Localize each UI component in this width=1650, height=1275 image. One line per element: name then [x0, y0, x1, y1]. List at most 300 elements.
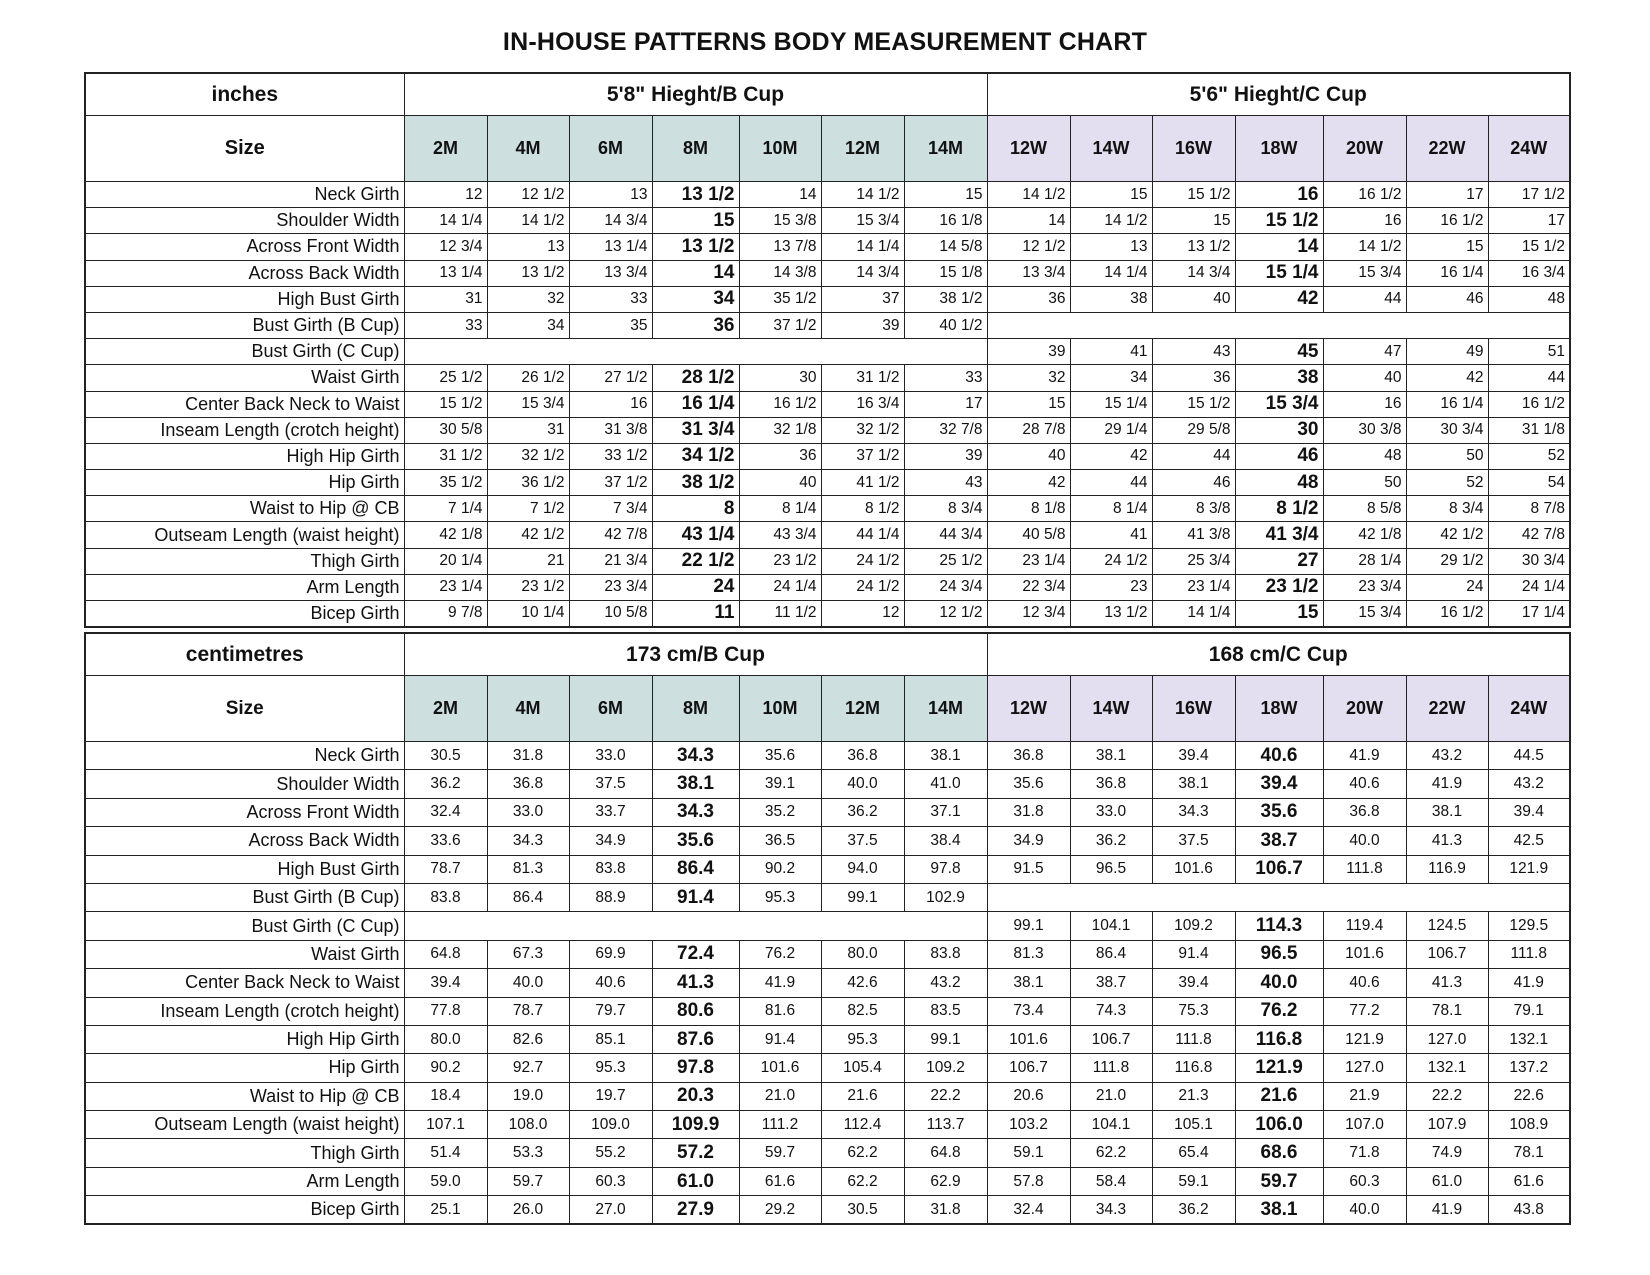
table-row — [85, 855, 1570, 883]
table-row — [85, 940, 1570, 968]
value-cell: 83.8 — [404, 883, 487, 911]
size-header: 8M — [652, 676, 739, 742]
value-cell: 91.4 — [1152, 940, 1235, 968]
value-cell: 74.9 — [1406, 1139, 1488, 1167]
value-cell: 39.4 — [1152, 969, 1235, 997]
value-cell: 80.0 — [404, 1025, 487, 1053]
value-cell: 101.6 — [739, 1054, 821, 1082]
value-cell: 109.2 — [1152, 912, 1235, 940]
table-row — [85, 770, 1570, 798]
value-cell: 36.8 — [987, 742, 1070, 770]
value-cell: 14 3/4 — [821, 260, 904, 286]
value-cell: 127.0 — [1323, 1054, 1406, 1082]
value-cell: 14 — [1235, 234, 1323, 260]
value-cell: 13 3/4 — [569, 260, 652, 286]
value-cell: 111.8 — [1488, 940, 1570, 968]
value-cell: 29.2 — [739, 1196, 821, 1224]
value-cell: 34.9 — [569, 827, 652, 855]
value-cell: 31 1/8 — [1488, 417, 1570, 443]
value-cell: 30.5 — [404, 742, 487, 770]
value-cell: 16 3/4 — [1488, 260, 1570, 286]
size-header: 10M — [739, 116, 821, 182]
size-header: 12M — [821, 116, 904, 182]
value-cell: 13 7/8 — [739, 234, 821, 260]
value-cell: 87.6 — [652, 1025, 739, 1053]
table-row — [85, 827, 1570, 855]
value-cell: 33.6 — [404, 827, 487, 855]
value-cell: 49 — [1406, 339, 1488, 365]
value-cell: 116.8 — [1152, 1054, 1235, 1082]
value-cell: 23 1/2 — [487, 574, 569, 600]
value-cell: 25 1/2 — [904, 548, 987, 574]
value-cell: 65.4 — [1152, 1139, 1235, 1167]
value-cell: 64.8 — [904, 1139, 987, 1167]
size-header: 20W — [1323, 676, 1406, 742]
value-cell: 91.4 — [652, 883, 739, 911]
value-cell: 109.2 — [904, 1054, 987, 1082]
row-label: Bust Girth (B Cup) — [85, 883, 404, 911]
value-cell: 83.5 — [904, 997, 987, 1025]
value-cell: 25.1 — [404, 1196, 487, 1224]
value-cell: 14 3/8 — [739, 260, 821, 286]
value-cell: 31.8 — [987, 798, 1070, 826]
value-cell: 62.9 — [904, 1167, 987, 1195]
value-cell: 46 — [1235, 443, 1323, 469]
value-cell: 46 — [1406, 286, 1488, 312]
value-cell: 48 — [1488, 286, 1570, 312]
value-cell: 38 1/2 — [652, 470, 739, 496]
row-label: Inseam Length (crotch height) — [85, 417, 404, 443]
value-cell: 58.4 — [1070, 1167, 1152, 1195]
value-cell: 34 — [487, 312, 569, 338]
size-header: 20W — [1323, 116, 1406, 182]
value-cell: 17 — [1406, 182, 1488, 208]
size-header: 2M — [404, 676, 487, 742]
value-cell: 42 1/8 — [1323, 522, 1406, 548]
value-cell: 91.5 — [987, 855, 1070, 883]
value-cell: 108.0 — [487, 1111, 569, 1139]
value-cell: 61.6 — [739, 1167, 821, 1195]
value-cell: 36 — [987, 286, 1070, 312]
value-cell: 105.4 — [821, 1054, 904, 1082]
row-label: Thigh Girth — [85, 1139, 404, 1167]
value-cell: 91.4 — [739, 1025, 821, 1053]
row-label: Across Front Width — [85, 234, 404, 260]
size-header: 16W — [1152, 116, 1235, 182]
value-cell: 95.3 — [569, 1054, 652, 1082]
row-label: Bust Girth (C Cup) — [85, 912, 404, 940]
value-cell: 16 1/2 — [1323, 182, 1406, 208]
value-cell: 13 1/2 — [1152, 234, 1235, 260]
value-cell: 75.3 — [1152, 997, 1235, 1025]
value-cell: 14 1/4 — [1152, 601, 1235, 627]
value-cell: 80.6 — [652, 997, 739, 1025]
value-cell: 40.6 — [1235, 742, 1323, 770]
value-cell: 8 5/8 — [1323, 496, 1406, 522]
value-cell: 17 1/2 — [1488, 182, 1570, 208]
value-cell: 28 7/8 — [987, 417, 1070, 443]
value-cell: 108.9 — [1488, 1111, 1570, 1139]
value-cell: 111.8 — [1323, 855, 1406, 883]
value-cell: 38.1 — [652, 770, 739, 798]
value-cell: 39.4 — [1235, 770, 1323, 798]
value-cell: 17 1/4 — [1488, 601, 1570, 627]
value-cell: 44 1/4 — [821, 522, 904, 548]
value-cell: 39 — [904, 443, 987, 469]
value-cell: 59.0 — [404, 1167, 487, 1195]
value-cell: 14 1/4 — [821, 234, 904, 260]
value-cell: 12 1/2 — [487, 182, 569, 208]
value-cell: 37 1/2 — [739, 312, 821, 338]
value-cell: 86.4 — [1070, 940, 1152, 968]
value-cell: 79.1 — [1488, 997, 1570, 1025]
value-cell: 51 — [1488, 339, 1570, 365]
value-cell: 14 — [739, 182, 821, 208]
table-row — [85, 574, 1570, 600]
value-cell: 31 1/2 — [404, 443, 487, 469]
value-cell: 27 — [1235, 548, 1323, 574]
value-cell: 15 1/4 — [1070, 391, 1152, 417]
value-cell: 15 1/2 — [404, 391, 487, 417]
value-cell: 83.8 — [569, 855, 652, 883]
empty-cell — [404, 339, 987, 365]
value-cell: 40.6 — [569, 969, 652, 997]
value-cell: 43 — [1152, 339, 1235, 365]
value-cell: 35.6 — [652, 827, 739, 855]
size-label: Size — [85, 116, 404, 182]
value-cell: 38.1 — [1070, 742, 1152, 770]
value-cell: 30 3/8 — [1323, 417, 1406, 443]
value-cell: 121.9 — [1488, 855, 1570, 883]
value-cell: 15 3/8 — [739, 208, 821, 234]
value-cell: 38.7 — [1235, 827, 1323, 855]
value-cell: 14 1/2 — [487, 208, 569, 234]
value-cell: 95.3 — [739, 883, 821, 911]
value-cell: 77.8 — [404, 997, 487, 1025]
value-cell: 10 5/8 — [569, 601, 652, 627]
value-cell: 23 3/4 — [1323, 574, 1406, 600]
value-cell: 36.2 — [1070, 827, 1152, 855]
value-cell: 19.7 — [569, 1082, 652, 1110]
size-header: 12W — [987, 116, 1070, 182]
group-title-misses: 5'8" Hieght/B Cup — [404, 73, 987, 116]
value-cell: 121.9 — [1323, 1025, 1406, 1053]
size-header: 10M — [739, 676, 821, 742]
value-cell: 44 — [1152, 443, 1235, 469]
value-cell: 132.1 — [1406, 1054, 1488, 1082]
value-cell: 36 — [652, 312, 739, 338]
value-cell: 22 1/2 — [652, 548, 739, 574]
value-cell: 113.7 — [904, 1111, 987, 1139]
table-row — [85, 1054, 1570, 1082]
value-cell: 60.3 — [569, 1167, 652, 1195]
value-cell: 106.0 — [1235, 1111, 1323, 1139]
value-cell: 9 7/8 — [404, 601, 487, 627]
value-cell: 40.0 — [1323, 827, 1406, 855]
row-label: Center Back Neck to Waist — [85, 969, 404, 997]
value-cell: 92.7 — [487, 1054, 569, 1082]
value-cell: 37.5 — [569, 770, 652, 798]
value-cell: 61.0 — [652, 1167, 739, 1195]
value-cell: 26 1/2 — [487, 365, 569, 391]
value-cell: 38 — [1235, 365, 1323, 391]
value-cell: 40 5/8 — [987, 522, 1070, 548]
value-cell: 30 3/4 — [1406, 417, 1488, 443]
value-cell: 32.4 — [404, 798, 487, 826]
value-cell: 30 — [1235, 417, 1323, 443]
empty-cell — [987, 883, 1570, 911]
value-cell: 11 1/2 — [739, 601, 821, 627]
value-cell: 34.3 — [1152, 798, 1235, 826]
value-cell: 36.2 — [404, 770, 487, 798]
value-cell: 23 — [1070, 574, 1152, 600]
value-cell: 23 3/4 — [569, 574, 652, 600]
value-cell: 41 1/2 — [821, 470, 904, 496]
value-cell: 104.1 — [1070, 1111, 1152, 1139]
value-cell: 27 1/2 — [569, 365, 652, 391]
value-cell: 57.8 — [987, 1167, 1070, 1195]
table-row — [85, 912, 1570, 940]
value-cell: 38.4 — [904, 827, 987, 855]
value-cell: 42 7/8 — [569, 522, 652, 548]
value-cell: 36.2 — [821, 798, 904, 826]
value-cell: 80.0 — [821, 940, 904, 968]
size-header: 12M — [821, 676, 904, 742]
size-header: 4M — [487, 676, 569, 742]
size-header: 8M — [652, 116, 739, 182]
value-cell: 38 1/2 — [904, 286, 987, 312]
value-cell: 59.7 — [487, 1167, 569, 1195]
value-cell: 36.2 — [1152, 1196, 1235, 1224]
value-cell: 90.2 — [404, 1054, 487, 1082]
value-cell: 7 3/4 — [569, 496, 652, 522]
table-row — [85, 234, 1570, 260]
value-cell: 15 — [904, 182, 987, 208]
value-cell: 15 1/8 — [904, 260, 987, 286]
value-cell: 53.3 — [487, 1139, 569, 1167]
value-cell: 15 1/2 — [1152, 182, 1235, 208]
value-cell: 13 1/2 — [1070, 601, 1152, 627]
empty-cell — [404, 912, 987, 940]
value-cell: 13 — [569, 182, 652, 208]
value-cell: 37.5 — [821, 827, 904, 855]
size-header: 14W — [1070, 116, 1152, 182]
value-cell: 30 — [739, 365, 821, 391]
size-header: 18W — [1235, 676, 1323, 742]
row-label: Hip Girth — [85, 1054, 404, 1082]
value-cell: 40.6 — [1323, 770, 1406, 798]
value-cell: 12 — [404, 182, 487, 208]
value-cell: 68.6 — [1235, 1139, 1323, 1167]
value-cell: 54 — [1488, 470, 1570, 496]
value-cell: 42 — [1235, 286, 1323, 312]
value-cell: 42 7/8 — [1488, 522, 1570, 548]
value-cell: 44 3/4 — [904, 522, 987, 548]
table-row — [85, 339, 1570, 365]
value-cell: 12 3/4 — [404, 234, 487, 260]
value-cell: 8 — [652, 496, 739, 522]
value-cell: 33 1/2 — [569, 443, 652, 469]
value-cell: 90.2 — [739, 855, 821, 883]
value-cell: 31 — [404, 286, 487, 312]
value-cell: 59.1 — [1152, 1167, 1235, 1195]
row-label: High Bust Girth — [85, 855, 404, 883]
value-cell: 23 1/4 — [987, 548, 1070, 574]
value-cell: 15 — [1152, 208, 1235, 234]
value-cell: 99.1 — [987, 912, 1070, 940]
value-cell: 35.2 — [739, 798, 821, 826]
value-cell: 29 5/8 — [1152, 417, 1235, 443]
value-cell: 83.8 — [904, 940, 987, 968]
value-cell: 22.2 — [1406, 1082, 1488, 1110]
size-header: 6M — [569, 116, 652, 182]
value-cell: 7 1/4 — [404, 496, 487, 522]
value-cell: 21 — [487, 548, 569, 574]
value-cell: 60.3 — [1323, 1167, 1406, 1195]
value-cell: 42.5 — [1488, 827, 1570, 855]
value-cell: 14 5/8 — [904, 234, 987, 260]
value-cell: 41.9 — [1488, 969, 1570, 997]
value-cell: 34.3 — [1070, 1196, 1152, 1224]
value-cell: 99.1 — [904, 1025, 987, 1053]
value-cell: 41.3 — [652, 969, 739, 997]
value-cell: 39.4 — [1488, 798, 1570, 826]
value-cell: 39.1 — [739, 770, 821, 798]
value-cell: 107.9 — [1406, 1111, 1488, 1139]
value-cell: 44 — [1323, 286, 1406, 312]
value-cell: 41.9 — [739, 969, 821, 997]
value-cell: 96.5 — [1235, 940, 1323, 968]
value-cell: 30 5/8 — [404, 417, 487, 443]
value-cell: 41.3 — [1406, 969, 1488, 997]
value-cell: 34.3 — [487, 827, 569, 855]
table-row — [85, 1167, 1570, 1195]
value-cell: 36.8 — [1070, 770, 1152, 798]
value-cell: 14 1/4 — [404, 208, 487, 234]
value-cell: 37 1/2 — [569, 470, 652, 496]
value-cell: 36.8 — [821, 742, 904, 770]
value-cell: 27.0 — [569, 1196, 652, 1224]
value-cell: 78.1 — [1488, 1139, 1570, 1167]
value-cell: 96.5 — [1070, 855, 1152, 883]
row-label: Outseam Length (waist height) — [85, 522, 404, 548]
value-cell: 34 1/2 — [652, 443, 739, 469]
size-header: 22W — [1406, 676, 1488, 742]
value-cell: 22.6 — [1488, 1082, 1570, 1110]
value-cell: 64.8 — [404, 940, 487, 968]
value-cell: 42 — [987, 470, 1070, 496]
row-label: Waist Girth — [85, 940, 404, 968]
value-cell: 15 — [1235, 601, 1323, 627]
table-row — [85, 208, 1570, 234]
value-cell: 23 1/2 — [739, 548, 821, 574]
value-cell: 52 — [1488, 443, 1570, 469]
table-row — [85, 997, 1570, 1025]
value-cell: 52 — [1406, 470, 1488, 496]
size-header: 14W — [1070, 676, 1152, 742]
value-cell: 43.2 — [1406, 742, 1488, 770]
value-cell: 114.3 — [1235, 912, 1323, 940]
value-cell: 22 3/4 — [987, 574, 1070, 600]
value-cell: 32 — [987, 365, 1070, 391]
value-cell: 16 1/4 — [1406, 260, 1488, 286]
value-cell: 43.2 — [904, 969, 987, 997]
value-cell: 33 — [404, 312, 487, 338]
value-cell: 55.2 — [569, 1139, 652, 1167]
value-cell: 13 1/4 — [404, 260, 487, 286]
value-cell: 61.0 — [1406, 1167, 1488, 1195]
value-cell: 18.4 — [404, 1082, 487, 1110]
table-row — [85, 443, 1570, 469]
value-cell: 40 — [987, 443, 1070, 469]
value-cell: 16 — [1235, 182, 1323, 208]
value-cell: 137.2 — [1488, 1054, 1570, 1082]
value-cell: 42 — [1406, 365, 1488, 391]
value-cell: 12 1/2 — [904, 601, 987, 627]
value-cell: 13 — [487, 234, 569, 260]
value-cell: 30.5 — [821, 1196, 904, 1224]
value-cell: 71.8 — [1323, 1139, 1406, 1167]
value-cell: 40 — [739, 470, 821, 496]
value-cell: 38.1 — [904, 742, 987, 770]
size-header: 16W — [1152, 676, 1235, 742]
group-title-women: 168 cm/C Cup — [987, 633, 1570, 676]
value-cell: 23 1/2 — [1235, 574, 1323, 600]
value-cell: 33 — [904, 365, 987, 391]
row-label: Neck Girth — [85, 182, 404, 208]
value-cell: 14 1/4 — [1070, 260, 1152, 286]
value-cell: 16 — [1323, 391, 1406, 417]
value-cell: 38.1 — [1235, 1196, 1323, 1224]
value-cell: 43 1/4 — [652, 522, 739, 548]
value-cell: 42 — [1070, 443, 1152, 469]
value-cell: 42 1/2 — [1406, 522, 1488, 548]
value-cell: 10 1/4 — [487, 601, 569, 627]
value-cell: 16 — [1323, 208, 1406, 234]
value-cell: 107.1 — [404, 1111, 487, 1139]
value-cell: 112.4 — [821, 1111, 904, 1139]
value-cell: 45 — [1235, 339, 1323, 365]
value-cell: 37 — [821, 286, 904, 312]
value-cell: 104.1 — [1070, 912, 1152, 940]
value-cell: 24 1/2 — [821, 548, 904, 574]
value-cell: 16 3/4 — [821, 391, 904, 417]
value-cell: 8 1/4 — [739, 496, 821, 522]
value-cell: 32 1/8 — [739, 417, 821, 443]
size-label: Size — [85, 676, 404, 742]
value-cell: 57.2 — [652, 1139, 739, 1167]
value-cell: 33.0 — [487, 798, 569, 826]
value-cell: 106.7 — [987, 1054, 1070, 1082]
row-label: Shoulder Width — [85, 208, 404, 234]
value-cell: 73.4 — [987, 997, 1070, 1025]
value-cell: 44 — [1488, 365, 1570, 391]
value-cell: 50 — [1406, 443, 1488, 469]
page-title: IN-HOUSE PATTERNS BODY MEASUREMENT CHART — [502, 28, 1148, 56]
value-cell: 59.1 — [987, 1139, 1070, 1167]
value-cell: 20.6 — [987, 1082, 1070, 1110]
value-cell: 19.0 — [487, 1082, 569, 1110]
value-cell: 82.5 — [821, 997, 904, 1025]
value-cell: 81.3 — [987, 940, 1070, 968]
value-cell: 39.4 — [1152, 742, 1235, 770]
value-cell: 101.6 — [1152, 855, 1235, 883]
value-cell: 101.6 — [1323, 940, 1406, 968]
value-cell: 46 — [1152, 470, 1235, 496]
value-cell: 41 3/4 — [1235, 522, 1323, 548]
row-label: Across Back Width — [85, 260, 404, 286]
table-row — [85, 1139, 1570, 1167]
